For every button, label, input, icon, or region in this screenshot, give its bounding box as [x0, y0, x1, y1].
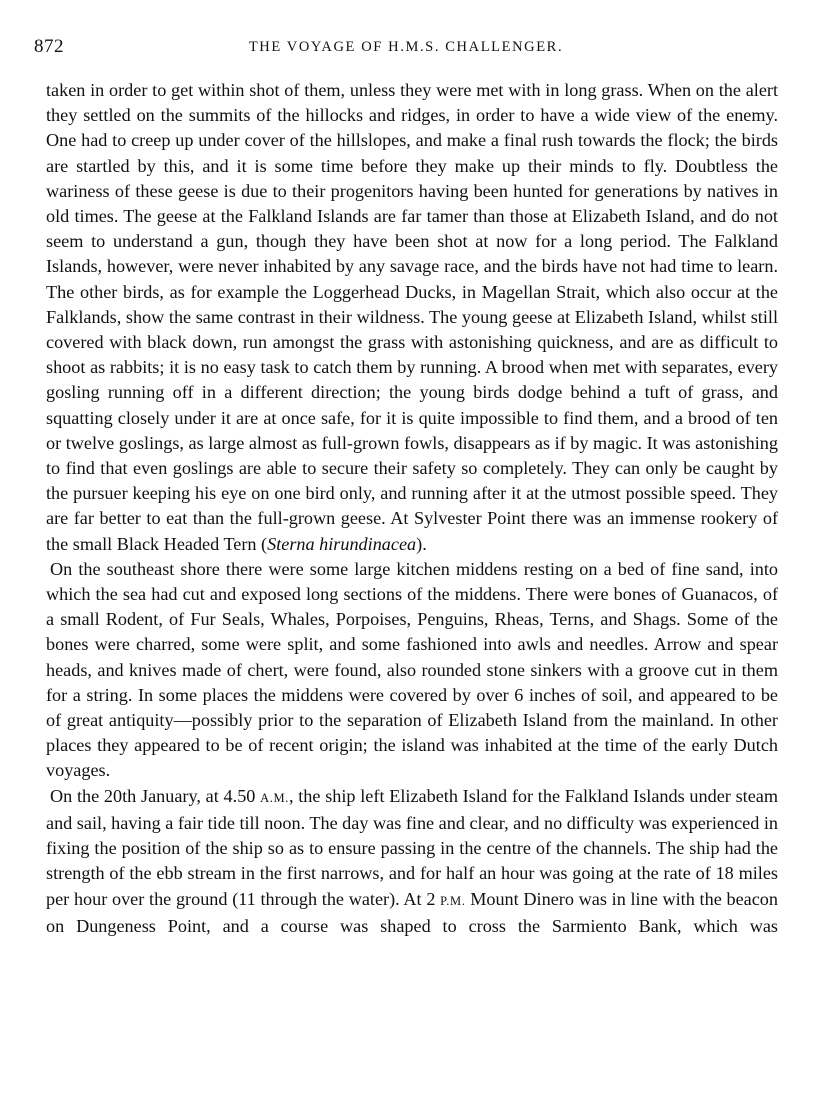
paragraph-text: On the 20th January, at 4.50 — [50, 785, 261, 806]
running-head — [34, 36, 778, 58]
paragraph-middens: On the southeast shore there were some large kitchen middens resting on a bed of fine sand, into which the sea had cut and exposed long sections of the middens. There were bones of Guanacos, of a small Rodent, of Fur Seals, Whales, Porpoises, Penguins, Rheas, Terns, and Shags. Some of the bones were charred, some were split, and some fashioned into awls and needles. Arrow and spear heads, and knives made of chert, were found, also rounded stone sinkers with a groove cut in them for a string. In some places the middens were covered by over 6 inches of soil, and appeared to be of great antiquity—possibly prior to the separation of Elizabeth Island from the mainland. In other places they appeared to be of recent origin; the island was inhabited at the time of the early Dutch voyages. — [46, 558, 778, 781]
paragraph-geese — [46, 78, 778, 557]
body-text — [46, 78, 778, 939]
paragraph-text: , the ship left Elizabeth Island for the Falkland Islands under steam and sail, having a fair tide till noon. The day was fine and clear, and no difficulty was experienced in fixing the position of the ship so as to ensure passing in the centre of the channels. The ship had the strength of the ebb stream in the first narrows, and for half an hour was going at the rate of 18 miles per hour over the ground (11 through the water). At 2 — [46, 785, 778, 909]
species-name: Sterna hirundinacea — [267, 533, 417, 554]
paragraph-text: ). — [416, 533, 427, 554]
time-marker: A.M. — [260, 790, 289, 805]
paragraph-text: taken in order to get within shot of them, unless they were met with in long grass. When on the alert they settled on the summits of the hillocks and ridges, in order to have a wide view of the enemy. One had to creep up under cover of the hillslopes, and make a final rush towards the flock; the birds are startled by this, and it is some time before they make up their minds to fly. Doubtless the wariness of these geese is due to their progenitors having been hunted for generations by natives in old times. The geese at the Falkland Islands are far tamer than those at Elizabeth Island, and do not seem to understand a gun, though they have been shot at now for a long period. The Falkland Islands, however, were never inhabited by any savage race, and the birds have not had time to learn. The other birds, as for example the Loggerhead Ducks, in Magellan Strait, which also occur at the Falklands, show the same contrast in their wildness. The young geese at Elizabeth Island, whilst still covered with black down, run amongst the grass with astonishing quickness, and are as difficult to shoot as rabbits; it is no easy task to catch them by running. A brood when met with separates, every gosling running off in a different direction; the young birds dodge behind a tuft of grass, and squatting closely under it are at once safe, for it is quite impossible to find them, and a brood of ten or twelve goslings, as large almost as full-grown fowls, disappears as if by magic. It was astonishing to find that even goslings are able to secure their safety so completely. They can only be caught by the pursuer keeping his eye on one bird only, and running after it at the utmost possible speed. They are far better to eat than the full-grown geese. At Sylvester Point there was an immense rookery of the small Black Headed Tern ( — [46, 80, 778, 554]
paragraph-departure — [46, 784, 778, 939]
page-number: 872 — [34, 36, 64, 57]
paragraph-text: Mount Dinero was in line with the beacon on Dungeness Point, and a course was shaped to cross the Sarmiento Bank, which was — [46, 888, 778, 936]
running-title: THE VOYAGE OF H.M.S. CHALLENGER. — [248, 39, 564, 55]
time-marker: P.M. — [440, 893, 466, 908]
